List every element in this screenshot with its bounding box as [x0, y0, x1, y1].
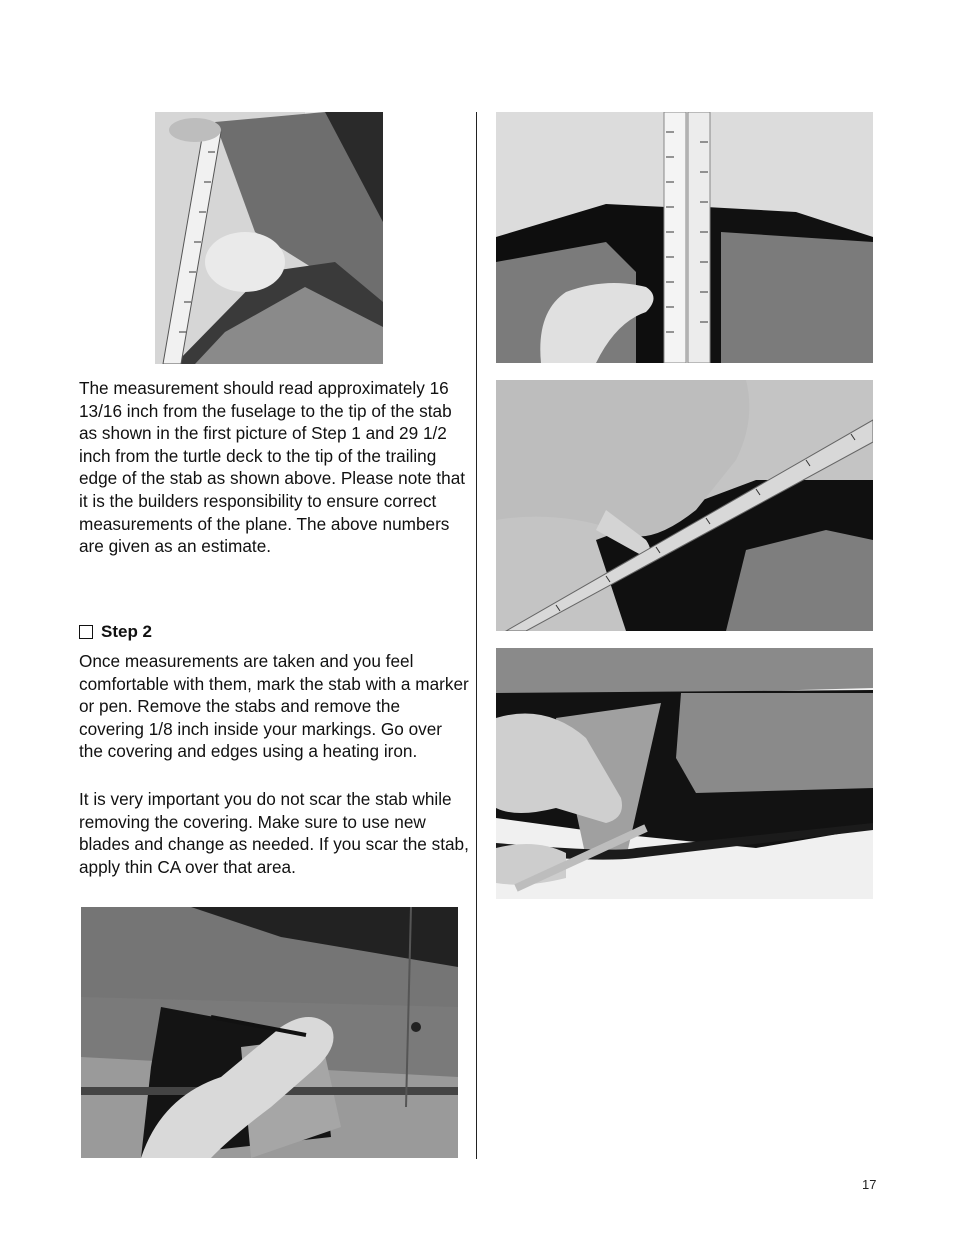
column-divider [476, 112, 477, 1159]
step2-warning-paragraph: It is very important you do not scar the stab while removing the covering. Make sure to use new blades and change as needed. If you scar the stab, apply thin CA over that area. [79, 789, 469, 877]
photo-stab-tip-measurement [155, 112, 383, 364]
step-checkbox[interactable] [79, 625, 93, 639]
page-number: 17 [862, 1177, 877, 1192]
photo-cutting-covering [496, 648, 873, 899]
photo-hand-ruler-cut [496, 380, 873, 631]
step-label: Step 2 [101, 622, 153, 641]
step-2-heading [79, 622, 152, 642]
photo-ruler-between-stabs [496, 112, 873, 363]
step2-instructions-paragraph: Once measurements are taken and you feel comfortable with them, mark the stab with a marker or pen. Remove the stabs and remove the covering 1/8 inch inside your markings. Go over the covering and edges using a heating iron. [79, 651, 469, 762]
photo-marking-stab [81, 907, 458, 1158]
measurement-paragraph: The measurement should read approximately 16 13/16 inch from the fuselage to the tip of the stab as shown in the first picture of Step 1 and 29 1/2 inch from the turtle deck to the tip of the trailing edge of the stab as shown above. Please note that it is the builders responsibility to ensure correct measurements of the plane. The above numbers are given as an estimate. [79, 378, 466, 557]
